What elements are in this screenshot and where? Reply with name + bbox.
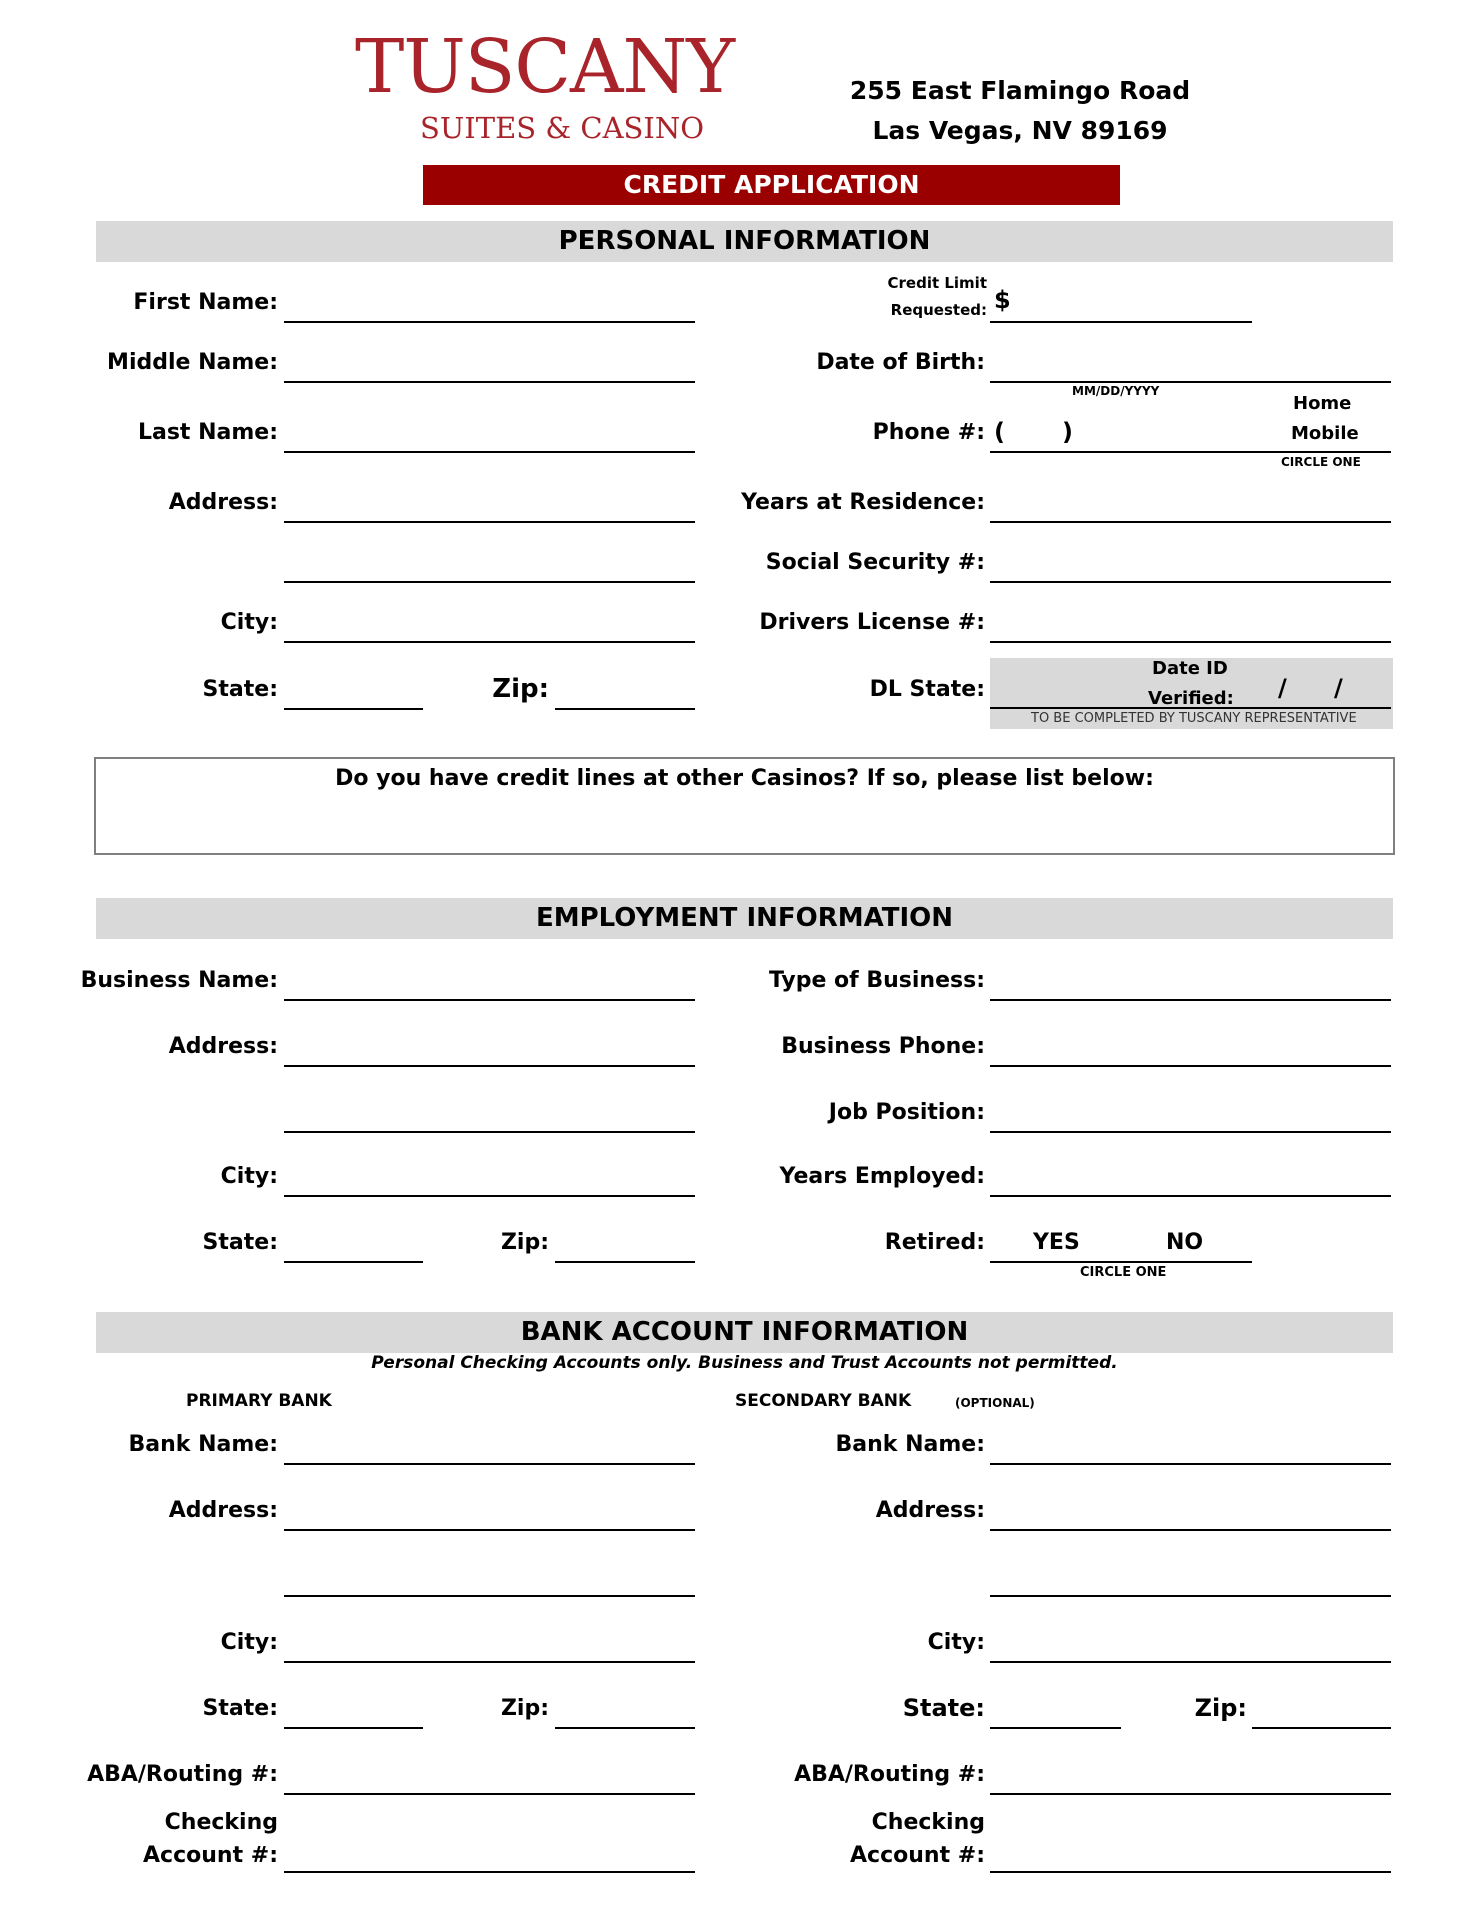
- secondary-bank-heading: SECONDARY BANK: [735, 1391, 912, 1411]
- primary-bank-heading: PRIMARY BANK: [186, 1391, 332, 1411]
- middle-name-label: Middle Name:: [107, 350, 278, 375]
- primary-bank-state-label: State:: [202, 1696, 278, 1721]
- last-name-field[interactable]: [284, 451, 695, 453]
- phone-close-paren: ): [1062, 418, 1073, 446]
- secondary-bank-name-label: Bank Name:: [835, 1432, 985, 1457]
- secondary-checking-label-2: Account #:: [850, 1843, 985, 1868]
- phone-circle-one-hint: CIRCLE ONE: [1281, 455, 1361, 469]
- employer-zip-label: Zip:: [500, 1230, 549, 1255]
- secondary-bank-zip-label: Zip:: [1194, 1694, 1247, 1722]
- bank-info-heading: BANK ACCOUNT INFORMATION: [96, 1312, 1393, 1353]
- dl-state-field[interactable]: [990, 707, 1391, 709]
- drivers-license-label: Drivers License #:: [759, 610, 985, 635]
- secondary-bank-state-label: State:: [902, 1694, 985, 1722]
- retired-circle-one-hint: CIRCLE ONE: [1080, 1265, 1167, 1280]
- first-name-label: First Name:: [133, 290, 278, 315]
- secondary-bank-address-field-2[interactable]: [990, 1595, 1391, 1597]
- employer-city-label: City:: [220, 1164, 278, 1189]
- years-employed-field[interactable]: [990, 1195, 1391, 1197]
- type-of-business-field[interactable]: [990, 999, 1391, 1001]
- job-position-field[interactable]: [990, 1131, 1391, 1133]
- primary-checking-label-1: Checking: [164, 1810, 278, 1835]
- credit-limit-field[interactable]: [990, 321, 1252, 323]
- employer-address-field-1[interactable]: [284, 1065, 695, 1067]
- other-casinos-question: Do you have credit lines at other Casinos? If so, please list below:: [335, 766, 1154, 791]
- primary-bank-state-field[interactable]: [284, 1727, 423, 1729]
- primary-bank-city-label: City:: [220, 1630, 278, 1655]
- secondary-aba-field[interactable]: [990, 1793, 1391, 1795]
- primary-bank-zip-field[interactable]: [555, 1727, 695, 1729]
- ssn-field[interactable]: [990, 581, 1391, 583]
- retired-yes-option[interactable]: YES: [1033, 1230, 1080, 1255]
- ssn-label: Social Security #:: [765, 550, 985, 575]
- phone-label: Phone #:: [872, 420, 985, 445]
- date-id-label-2: Verified:: [1148, 688, 1234, 709]
- years-employed-label: Years Employed:: [779, 1164, 985, 1189]
- zip-field[interactable]: [555, 708, 695, 710]
- personal-info-heading: PERSONAL INFORMATION: [96, 221, 1393, 262]
- secondary-aba-label: ABA/Routing #:: [794, 1762, 985, 1787]
- credit-limit-label-1: Credit Limit: [887, 274, 987, 292]
- secondary-checking-field[interactable]: [990, 1871, 1391, 1873]
- phone-mobile-option[interactable]: Mobile: [1291, 423, 1359, 444]
- business-name-label: Business Name:: [80, 968, 278, 993]
- logo-tuscany: TUSCANY: [355, 24, 735, 110]
- business-name-field[interactable]: [284, 999, 695, 1001]
- zip-label: Zip:: [492, 674, 549, 704]
- city-field[interactable]: [284, 641, 695, 643]
- primary-bank-city-field[interactable]: [284, 1661, 695, 1663]
- secondary-bank-state-field[interactable]: [990, 1727, 1121, 1729]
- state-label: State:: [202, 677, 278, 702]
- employment-info-heading: EMPLOYMENT INFORMATION: [96, 898, 1393, 939]
- business-phone-field[interactable]: [990, 1065, 1391, 1067]
- retired-field[interactable]: [990, 1261, 1252, 1263]
- primary-aba-label: ABA/Routing #:: [87, 1762, 278, 1787]
- address-field-2[interactable]: [284, 581, 695, 583]
- employer-address-field-2[interactable]: [284, 1131, 695, 1133]
- date-slash-1: /: [1278, 674, 1287, 702]
- primary-bank-name-field[interactable]: [284, 1463, 695, 1465]
- job-position-label: Job Position:: [828, 1100, 985, 1125]
- employer-city-field[interactable]: [284, 1195, 695, 1197]
- address-line-1: 255 East Flamingo Road: [849, 76, 1191, 105]
- primary-bank-address-field-2[interactable]: [284, 1595, 695, 1597]
- representative-note: TO BE COMPLETED BY TUSCANY REPRESENTATIVE: [1031, 711, 1357, 726]
- retired-label: Retired:: [884, 1230, 985, 1255]
- secondary-bank-name-field[interactable]: [990, 1463, 1391, 1465]
- type-of-business-label: Type of Business:: [768, 968, 985, 993]
- city-label: City:: [220, 610, 278, 635]
- middle-name-field[interactable]: [284, 381, 695, 383]
- address-line-2: Las Vegas, NV 89169: [872, 116, 1168, 145]
- bank-note: Personal Checking Accounts only. Business and Trust Accounts not permitted.: [371, 1353, 1118, 1373]
- employer-address-label: Address:: [168, 1034, 278, 1059]
- retired-no-option[interactable]: NO: [1166, 1230, 1204, 1255]
- phone-home-option[interactable]: Home: [1293, 393, 1352, 414]
- last-name-label: Last Name:: [137, 420, 278, 445]
- secondary-bank-city-field[interactable]: [990, 1661, 1391, 1663]
- primary-bank-address-label: Address:: [168, 1498, 278, 1523]
- secondary-bank-optional: (OPTIONAL): [955, 1396, 1035, 1410]
- primary-bank-address-field-1[interactable]: [284, 1529, 695, 1531]
- employer-zip-field[interactable]: [555, 1261, 695, 1263]
- years-residence-label: Years at Residence:: [741, 490, 985, 515]
- primary-aba-field[interactable]: [284, 1793, 695, 1795]
- secondary-bank-address-label: Address:: [875, 1498, 985, 1523]
- date-slash-2: /: [1334, 674, 1343, 702]
- secondary-bank-address-field-1[interactable]: [990, 1529, 1391, 1531]
- address-field-1[interactable]: [284, 521, 695, 523]
- dl-state-label: DL State:: [869, 677, 985, 702]
- drivers-license-field[interactable]: [990, 641, 1391, 643]
- first-name-field[interactable]: [284, 321, 695, 323]
- credit-application-banner: CREDIT APPLICATION: [423, 165, 1120, 205]
- dob-label: Date of Birth:: [816, 350, 985, 375]
- phone-open-paren: (: [994, 418, 1005, 446]
- business-phone-label: Business Phone:: [781, 1034, 985, 1059]
- phone-field[interactable]: [990, 451, 1391, 453]
- dob-field[interactable]: [990, 381, 1391, 383]
- dollar-sign: $: [994, 286, 1011, 314]
- dob-format-hint: MM/DD/YYYY: [1072, 384, 1160, 398]
- employer-state-field[interactable]: [284, 1261, 423, 1263]
- logo-subtitle: SUITES & CASINO: [420, 111, 704, 145]
- secondary-bank-zip-field[interactable]: [1252, 1727, 1391, 1729]
- years-residence-field[interactable]: [990, 521, 1391, 523]
- primary-bank-zip-label: Zip:: [500, 1696, 549, 1721]
- primary-checking-label-2: Account #:: [143, 1843, 278, 1868]
- credit-limit-label-2: Requested:: [890, 301, 987, 319]
- secondary-checking-label-1: Checking: [871, 1810, 985, 1835]
- date-id-label-1: Date ID: [1152, 658, 1228, 679]
- secondary-bank-city-label: City:: [927, 1630, 985, 1655]
- address-label: Address:: [168, 490, 278, 515]
- state-field[interactable]: [284, 708, 423, 710]
- primary-checking-field[interactable]: [284, 1871, 695, 1873]
- employer-state-label: State:: [202, 1230, 278, 1255]
- primary-bank-name-label: Bank Name:: [128, 1432, 278, 1457]
